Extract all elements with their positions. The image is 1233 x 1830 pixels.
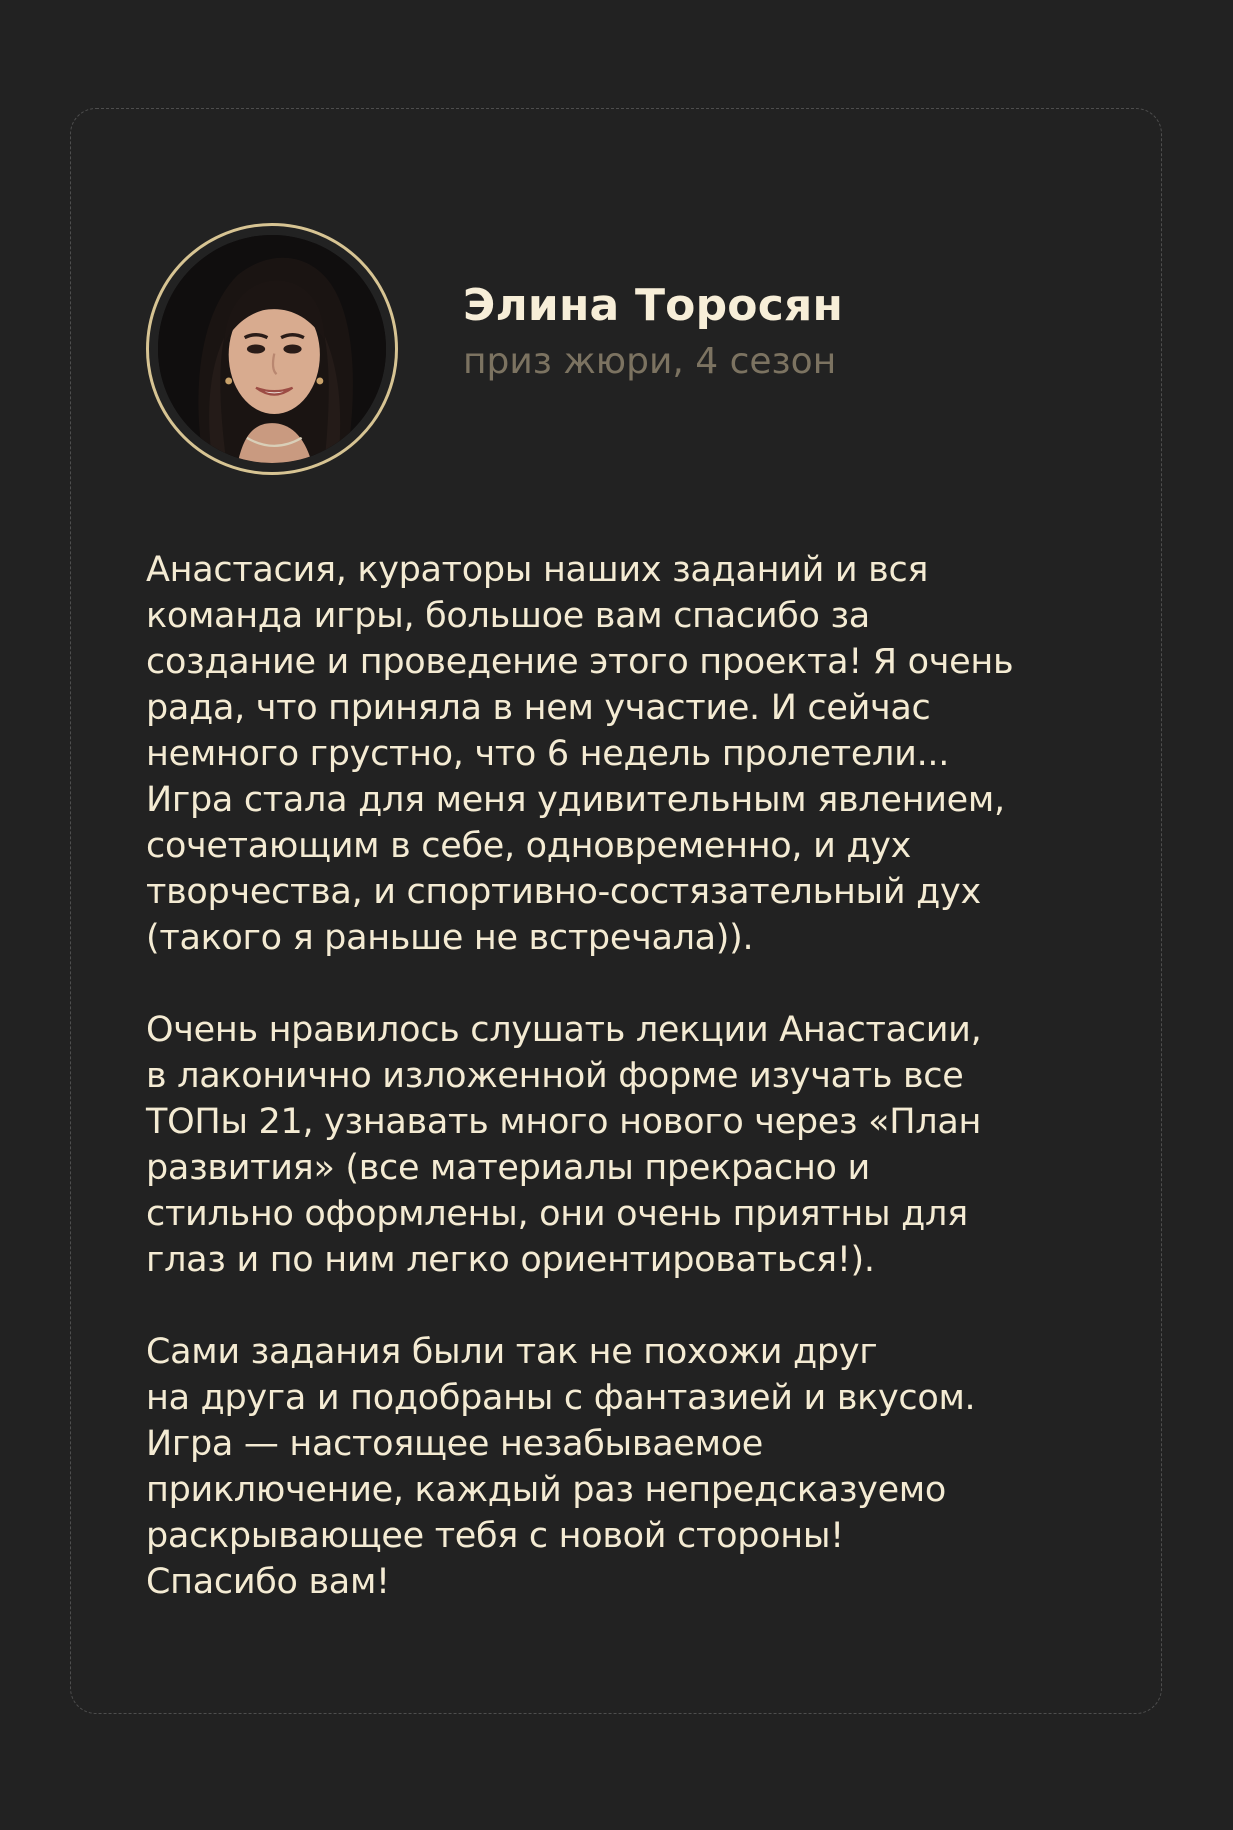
review-paragraph: Очень нравилось слушать лекции Анастасии, в лаконично изложенной форме изучать все ТОПы 21, узнавать много нового через «План развития» (все материалы прекрасно и стильно оформлены, они очень приятны для глаз и по ним легко ориентироваться!). bbox=[146, 1010, 982, 1280]
avatar bbox=[146, 223, 398, 475]
review-paragraph: Сами задания были так не похожи друг на друга и подобраны с фантазией и вкусом. Игра — настоящее незабываемое приключение, каждый раз непредсказуемо раскрывающее тебя с новой стороны! Спасибо вам! bbox=[146, 1332, 976, 1602]
review-text bbox=[146, 547, 1106, 1651]
person-name: Элина Торосян bbox=[463, 280, 844, 331]
avatar-photo bbox=[158, 235, 386, 463]
review-paragraph: Анастасия, кураторы наших заданий и вся команда игры, большое вам спасибо за создание и проведение этого проекта! Я очень рада, что приняла в нем участие. И сейчас немного грустно, что 6 недель пролетели... Игра стала для меня удивительным явлением, сочетающим в себе, одновременно, и дух творчества, и спортивно-состязательный дух (такого я раньше не встречала)). bbox=[146, 550, 1014, 958]
person-subtitle: приз жюри, 4 сезон bbox=[463, 341, 837, 382]
